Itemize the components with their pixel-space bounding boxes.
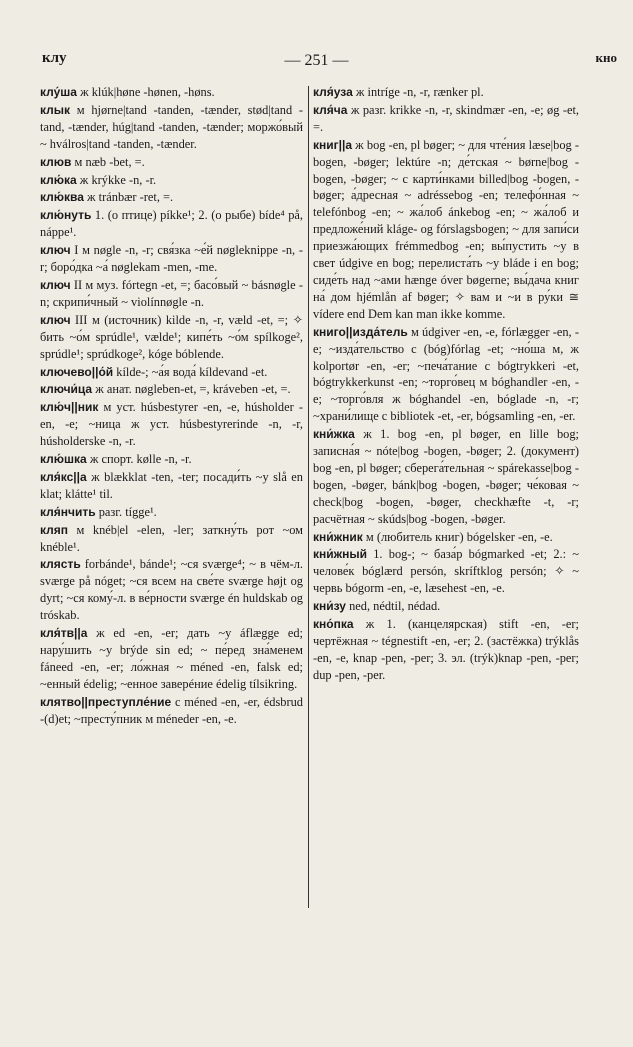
definition: м knéb|el -elen, -ler; заткну́ть рот ~ом knéble¹. <box>40 522 303 554</box>
headword: клясть <box>40 557 81 572</box>
headword: клюв <box>40 154 72 169</box>
headword: ключ <box>40 243 71 258</box>
definition: ж ed -en, -er; дать ~у áflægge ed; нару́шить ~у brýde sin ed; ~ пе́ред зна́менем fáneed -en, -er; ло́жная ~ méned -en, falsk ed; ~енный édelig; ~енное заверéние édelig tílsikring. <box>40 626 303 691</box>
dictionary-entry <box>40 381 303 398</box>
headword: кляп <box>40 522 69 537</box>
dictionary-entry <box>313 616 579 684</box>
dictionary-entry <box>313 426 579 527</box>
definition: ned, nédtil, nédad. <box>345 599 441 614</box>
running-head-left: клу <box>42 50 67 66</box>
definition: м уст. húsbestyrer -en, -e, húsholder -en, -e; ~ница ж уст. húsbestyrerinde -n, -r, húsholderske -n, -r. <box>40 400 303 449</box>
dictionary-entry <box>40 172 303 189</box>
dictionary-entry <box>40 469 303 503</box>
definition: ж анат. nøgleben-et, =, kráveben -et, =. <box>92 382 291 397</box>
dictionary-entry <box>40 154 303 171</box>
headword: кни́жный <box>313 547 368 562</box>
definition: ж спорт. kølle -n, -r. <box>86 452 192 467</box>
definition: forbánde¹, bánde¹; ~ся sværge⁴; ~ в чём-л. sværge på nóget; ~ся всем на све́те sværge højt og dyrt; ~ся кому́-л. в ве́рности sværge én huldskab og tróskab. <box>40 557 303 623</box>
definition: kílde-; ~а́я вода́ kíldevand -et. <box>113 364 268 379</box>
headword: ключ <box>40 277 71 292</box>
running-head-right: кно <box>595 50 617 65</box>
definition: III м (источник) kilde -n, -r, væld -et, =; ✧ бить ~о́м sprúdle¹, vælde¹; кипе́ть ~о́м spílkoge², sprúdle¹; sprúdkoge², kóge bóblende. <box>40 312 303 361</box>
headword: клю́нуть <box>40 208 92 223</box>
definition: ж intríge -n, -r, rænker pl. <box>352 85 484 99</box>
dictionary-entry <box>40 189 303 206</box>
definition: ж bog -en, pl bøger; ~ для чте́ния læse|bog -bogen, -bøger; lektúre -n; де́тская ~ børne|bog -bogen, -bøger; ~ с карти́нками billed|bog -bogen, -bøger; а́дресная ~ adréssebog -en; телефо́нная ~ telefónbog -en; ~ жа́лоб ánkebog -en; ~ жа́лоб и предложе́ний kláge- og fórslagsbogen; ~ для запи́си приезжа́ющих frémmedbog -en; вы́пустить ~у в свет údgive en bog; перелиста́ть ~у bláde i en bog; сиде́ть над ~ами hænge óver bøgerne; вы́дача книг на́ дом hjémlån af bøger; ✧ вам и ~и в ру́ки ≅ vídere end Dem kan man ikke komme. <box>313 137 579 321</box>
dictionary-entry <box>40 312 303 363</box>
dictionary-entry <box>313 546 579 597</box>
headword: ключ <box>40 312 71 327</box>
dictionary-entry <box>40 102 303 153</box>
headword: кля́тв||а <box>40 626 88 641</box>
headword: кно́пка <box>313 617 354 632</box>
headword: кля́уза <box>313 85 353 99</box>
definition: II м муз. fórtegn -et, =; басо́вый ~ básnøgle -n; скрипи́чный ~ violínnøgle -n. <box>40 277 303 309</box>
definition: ж 1. bog -en, pl bøger, en lille bog; записна́я ~ nóte|bog -bogen, -bøger; 2. (документ) bog -en, pl bøger; сберега́тельная ~ spárekasse|bog -bogen, -bøger, bánk|bog -bogen, -bøger; че́ковая ~ check|bog -bogen, -bøger, checkhæfte -t, -r; расчётная ~ skúds|bog -bogen, -bøger. <box>313 427 579 526</box>
dictionary-entry <box>40 84 303 101</box>
headword: клу́ша <box>40 85 77 99</box>
definition: ж 1. (канцелярская) stift -en, -er; чертёжная ~ tégnestift -en, -er; 2. (застёжка) trýklås -en, -e, knap -pen, -per; 3. эл. (trýk)knap -pen, -per; dup -pen, -per. <box>313 617 579 682</box>
headword: клятво||преступле́ние <box>40 694 172 709</box>
headword: кни́жка <box>313 427 355 442</box>
dictionary-entry <box>313 324 579 425</box>
definition: 1. (о птице) píkke¹; 2. (о рыбе) bíde⁴ på, náppe¹. <box>40 208 303 240</box>
headword: ключево||о́й <box>40 364 114 379</box>
dictionary-entry <box>40 625 303 693</box>
dictionary-entry <box>313 529 579 546</box>
definition: 1. bog-; ~ база́р bógmarked -et; 2.: ~ челове́к bóglærd persón, skríftklog persón; ✧ ~ червь bógorm -en, -e, læsehest -en, -e. <box>313 547 579 596</box>
dictionary-entry <box>40 522 303 556</box>
definition: разг. tígge¹. <box>95 504 157 519</box>
dictionary-entry <box>40 451 303 468</box>
dictionary-entry <box>40 277 303 311</box>
definition: ж krýkke -n, -r. <box>76 172 157 187</box>
dictionary-entry <box>40 504 303 521</box>
dictionary-entry <box>40 242 303 276</box>
headword: клю́ч||ник <box>40 400 99 415</box>
dictionary-entry <box>313 84 579 101</box>
headword: кни́зу <box>313 599 346 614</box>
headword: кля́нчить <box>40 504 96 519</box>
definition: ж klúk|høne -hønen, -høns. <box>76 85 215 99</box>
headword: книго||изда́тель <box>313 324 408 339</box>
definition: с méned -en, -er, édsbrud -(d)et; ~престу́пник м méneder -en, -e. <box>40 694 303 726</box>
dictionary-entry <box>40 364 303 381</box>
dictionary-entry <box>40 399 303 450</box>
definition: м hjørne|tand -tanden, -tænder, stød|tand -tand, -tænder, húg|tand -tanden, -tænder; моржо́вый ~ hválros|tand -tanden, -tænder. <box>40 102 303 151</box>
headword: клю́шка <box>40 452 87 467</box>
headword: ключи́ца <box>40 382 93 397</box>
definition: I м nøgle -n, -r; свя́зка ~е́й nøgleknippe -n, -r; боро́дка ~а́ nøglekam -men, -me. <box>40 243 303 275</box>
dictionary-entry <box>313 598 579 615</box>
page-number: — 251 — <box>284 52 349 69</box>
headword: клю́ка <box>40 172 77 187</box>
definition: ж blækklat -ten, -ter; посади́ть ~у slå en klat; klátte¹ til. <box>40 469 303 501</box>
dictionary-entry <box>40 694 303 728</box>
headword: клю́ква <box>40 190 84 205</box>
dictionary-entry <box>40 207 303 241</box>
definition: м næb -bet, =. <box>71 154 145 169</box>
left-column <box>40 84 303 729</box>
headword: кля́кс||а <box>40 469 87 484</box>
headword: книг||а <box>313 137 353 152</box>
right-column <box>313 84 579 685</box>
definition: м (любитель книг) bógelsker -en, -e. <box>362 529 553 544</box>
dictionary-entry <box>313 102 579 136</box>
headword: кля́ча <box>313 102 348 117</box>
definition: м údgiver -en, -e, fórlægger -en, -e; ~изда́тельство с (bóg)fórlag -et; ~но́ша м, ж kolportør -en, -er; ~печа́тание с bógtrykkeri -et, bógtrykkerkunst -en; ~торго́вец м bóghandler -en, -e; ~торго́вля ж bóghandel -en, bóglade -n, -r; ~храни́лище с bibliotek -et, -er, bógsamling -en, -er. <box>313 324 579 424</box>
definition: ж разг. krikke -n, -r, skindmær -en, -e; øg -et, =. <box>313 102 579 134</box>
column-divider <box>308 86 309 908</box>
headword: клык <box>40 102 71 117</box>
definition: ж tránbær -ret, =. <box>83 190 174 205</box>
dictionary-entry <box>313 137 579 323</box>
dictionary-entry <box>40 556 303 624</box>
headword: кни́жник <box>313 529 363 544</box>
